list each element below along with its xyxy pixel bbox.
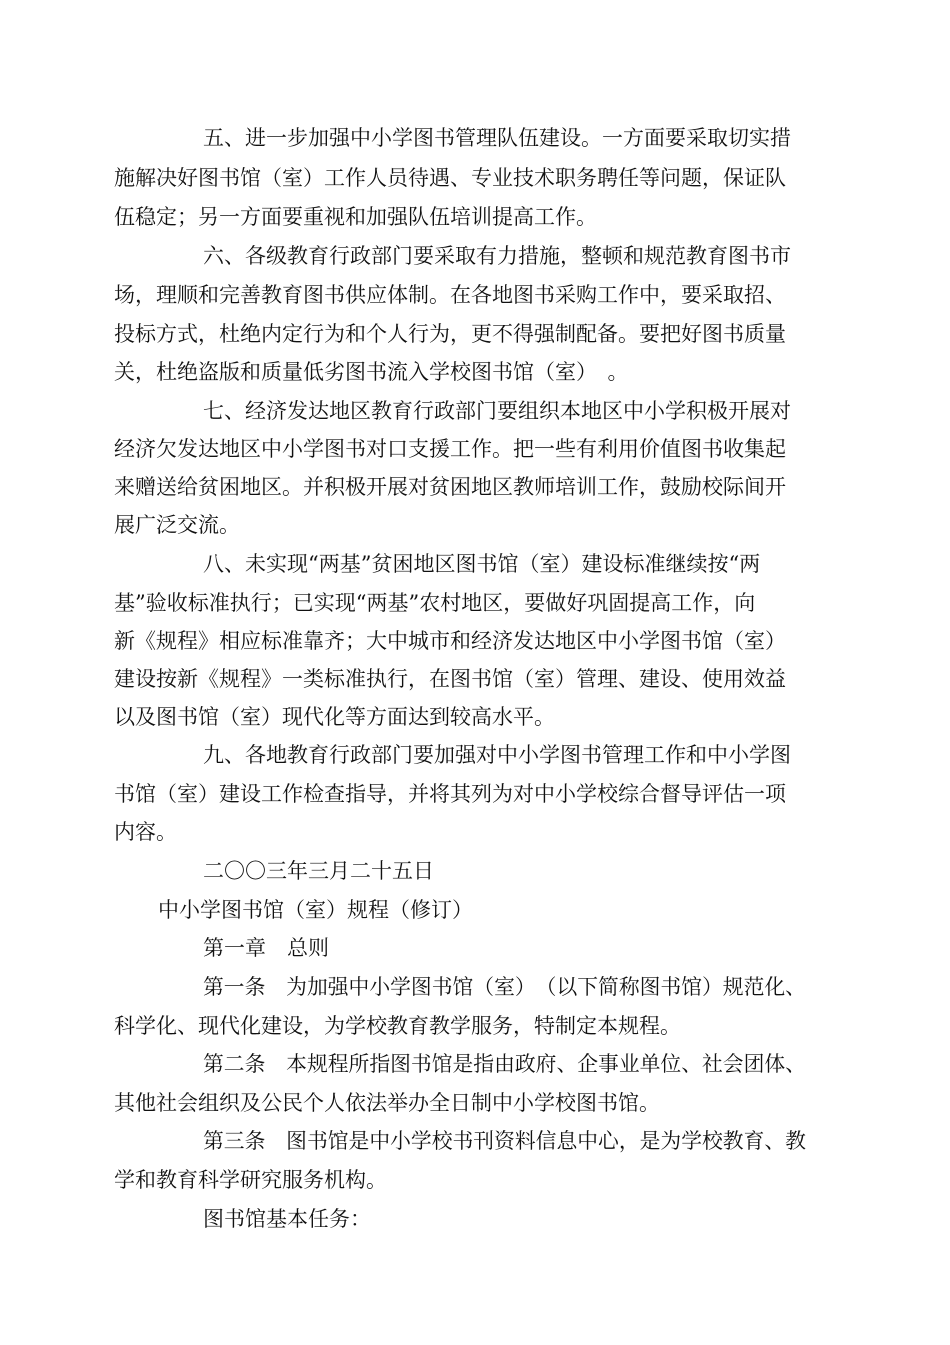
paragraph-9-line-3: 内容。 xyxy=(114,820,177,844)
regulation-title: 中小学图书馆（室）规程（修订） xyxy=(158,898,473,922)
paragraph-8-line-4: 建设按新《规程》一类标准执行，在图书馆（室）管理、建设、使用效益 xyxy=(114,667,786,691)
paragraph-6-line-2: 场，理顺和完善教育图书供应体制。在各地图书采购工作中，要采取招、 xyxy=(114,283,786,307)
article-1-line-1: 第一条 为加强中小学图书馆（室） （以下简称图书馆）规范化、 xyxy=(203,975,806,999)
article-2-line-1: 第二条 本规程所指图书馆是指由政府、企事业单位、社会团体、 xyxy=(203,1052,806,1076)
tasks-heading: 图书馆基本任务： xyxy=(203,1207,371,1231)
document-date: 二〇〇三年三月二十五日 xyxy=(203,859,434,883)
paragraph-9-line-1: 九、各地教育行政部门要加强对中小学图书管理工作和中小学图 xyxy=(203,743,791,767)
article-3-line-2: 学和教育科学研究服务机构。 xyxy=(114,1168,387,1192)
paragraph-5-line-2: 施解决好图书馆（室）工作人员待遇、专业技术职务聘任等问题，保证队 xyxy=(114,166,786,190)
paragraph-6-line-4: 关，杜绝盗版和质量低劣图书流入学校图书馆（室） 。 xyxy=(114,360,629,384)
paragraph-5-line-3: 伍稳定；另一方面要重视和加强队伍培训提高工作。 xyxy=(114,205,597,229)
paragraph-8-line-2: 基”验收标准执行；已实现“两基”农村地区，要做好巩固提高工作，向 xyxy=(114,591,756,615)
article-1-line-2: 科学化、现代化建设，为学校教育教学服务，特制定本规程。 xyxy=(114,1014,681,1038)
paragraph-9-line-2: 书馆（室）建设工作检查指导，并将其列为对中小学校综合督导评估一项 xyxy=(114,782,786,806)
paragraph-7-line-3: 来赠送给贫困地区。并积极开展对贫困地区教师培训工作，鼓励校际间开 xyxy=(114,475,786,499)
paragraph-5-line-1: 五、进一步加强中小学图书管理队伍建设。一方面要采取切实措 xyxy=(203,126,791,150)
paragraph-7-line-4: 展广泛交流。 xyxy=(114,513,240,537)
article-3-line-1: 第三条 图书馆是中小学校书刊资料信息中心，是为学校教育、教 xyxy=(203,1129,806,1153)
paragraph-8-line-5: 以及图书馆（室）现代化等方面达到较高水平。 xyxy=(114,705,555,729)
paragraph-7-line-2: 经济欠发达地区中小学图书对口支援工作。把一些有利用价值图书收集起 xyxy=(114,437,786,461)
paragraph-6-line-1: 六、各级教育行政部门要采取有力措施，整顿和规范教育图书市 xyxy=(203,244,791,268)
paragraph-6-line-3: 投标方式，杜绝内定行为和个人行为，更不得强制配备。要把好图书质量 xyxy=(114,322,786,346)
paragraph-8-line-1: 八、未实现“两基”贫困地区图书馆（室）建设标准继续按“两 xyxy=(203,552,761,576)
article-2-line-2: 其他社会组织及公民个人依法举办全日制中小学校图书馆。 xyxy=(114,1091,660,1115)
chapter-heading: 第一章 总则 xyxy=(203,936,329,960)
paragraph-7-line-1: 七、经济发达地区教育行政部门要组织本地区中小学积极开展对 xyxy=(203,399,791,423)
paragraph-8-line-3: 新《规程》相应标准靠齐；大中城市和经济发达地区中小学图书馆（室） xyxy=(114,629,786,653)
